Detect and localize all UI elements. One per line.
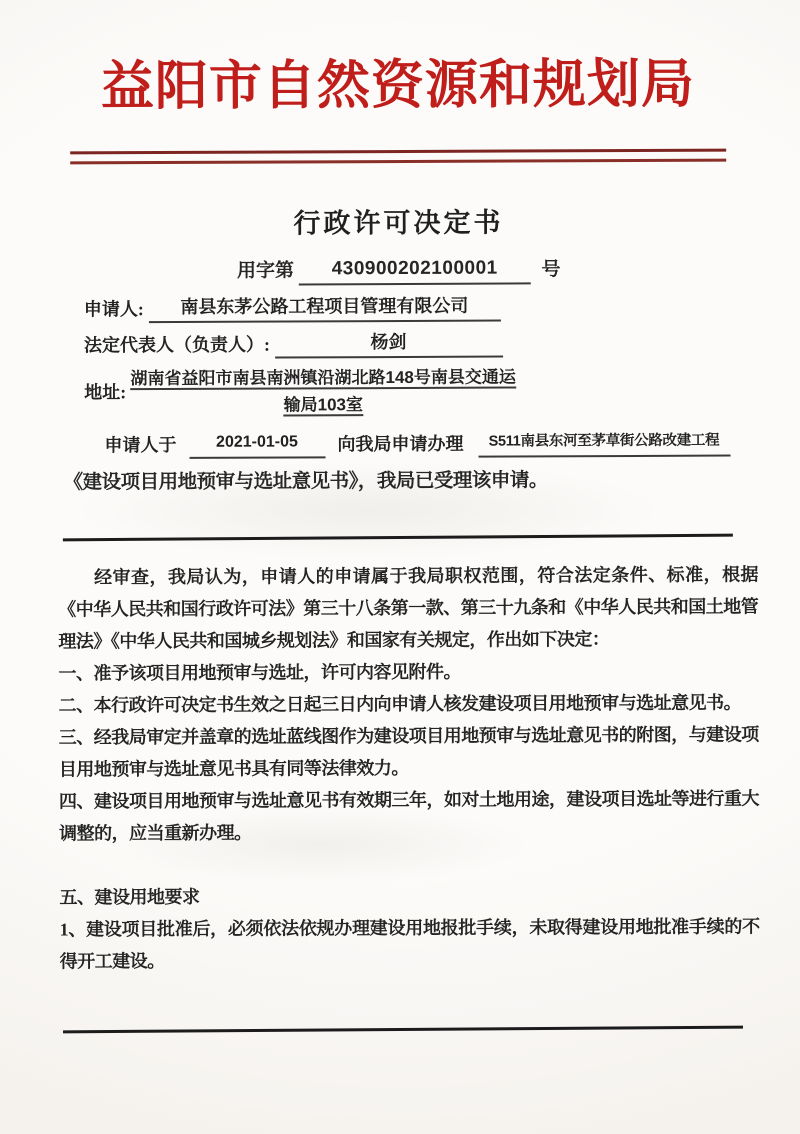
project-name-value: S511南县东河至茅草街公路改建工程 [478, 427, 730, 458]
section-5-title: 五、建设用地要求 [59, 886, 200, 908]
receipt-statement: 《建设项目用地预审与选址意见书》，我局已受理该申请。 [63, 470, 548, 494]
apply-lead-text: 申请人于 [104, 434, 177, 456]
section-5-item-1: 1、建设项目批准后，必须依法依规办理建设用地报批手续，未取得建设用地批准手续的不得开工建设。 [59, 916, 760, 972]
agency-letterhead-title: 益阳市自然资源和规划局 [100, 54, 696, 117]
applicant-label: 申请人: [83, 299, 144, 320]
decision-item-4: 四、建设项目用地预审与选址意见书有效期三年，如对土地用途，建设项目选址等进行重大调整的，应当重新办理。 [58, 788, 760, 844]
form-fields [84, 291, 760, 459]
decision-item-1: 一、准予该项目用地预审与选址，许可内容见附件。 [58, 661, 462, 684]
document-number-prefix: 用字第 [236, 260, 295, 282]
decision-item-3: 三、经我局审定并盖章的选址蓝线图作为建设项目用地预审与选址意见书的附图，与建设项目用地预审与选址意见书具有同等法律效力。 [58, 724, 759, 780]
legal-representative-label: 法定代表人（负责人）: [83, 334, 271, 356]
letterhead-double-rule [70, 149, 726, 165]
address-value: 湖南省益阳市南县南洲镇沿湖北路148号南县交通运输局103室 [130, 367, 516, 415]
decision-item-2: 二、本行政许可决定书生效之日起三日内向申请人核发建设项目用地预审与选址意见书。 [58, 692, 742, 716]
apply-middle-text: 向我局申请办理 [337, 433, 464, 455]
address-value-block [126, 363, 520, 419]
document-number-line [0, 253, 799, 286]
document-number-value: 430900202100001 [299, 254, 531, 285]
page-bottom-rule [63, 1026, 743, 1033]
legal-representative-value: 杨剑 [274, 329, 502, 359]
application-date-value: 2021-01-05 [189, 428, 325, 459]
decision-paragraph: 经审查，我局认为，申请人的申请属于我局职权范围，符合法定条件、标准，根据《中华人民共和国行政许可法》第三十八条第一款、第三十九条和《中华人民共和国土地管理法》《中华人民共和国城乡规划法》和国家有关规定，作出如下决定： [58, 564, 759, 652]
address-label: 地址: [84, 382, 127, 403]
document-title: 行政许可决定书 [293, 207, 504, 239]
address-row [84, 362, 759, 419]
applicant-value: 南县东茅公路工程项目管理有限公司 [148, 293, 500, 324]
decision-body [58, 558, 760, 977]
applicant-row [84, 291, 759, 323]
section-divider-rule [63, 534, 733, 541]
document-number-suffix: 号 [541, 259, 561, 281]
application-sentence-row [84, 426, 759, 459]
legal-representative-row [84, 327, 759, 359]
